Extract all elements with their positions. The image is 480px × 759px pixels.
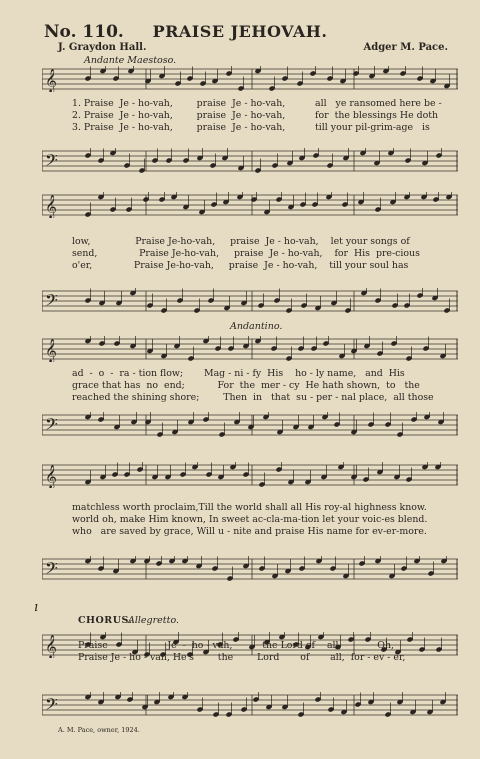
bass-staff-chorus <box>42 692 458 718</box>
verse2-line3: grace that has no end; For the mer - cy He hath shown, to the <box>72 380 420 391</box>
treble-staff-4 <box>42 462 458 488</box>
staff-lines <box>42 288 458 314</box>
treble-clef-icon: 𝄞 <box>45 338 57 362</box>
bass-clef-icon: 𝄢 <box>45 150 58 174</box>
copyright-footer: A. M. Pace, owner, 1924. <box>58 726 140 734</box>
bass-clef-icon: 𝄢 <box>45 414 58 438</box>
bass-staff-3 <box>42 412 458 438</box>
staff-lines <box>42 462 458 488</box>
hymn-title: PRAISE JEHOVAH. <box>152 22 328 41</box>
tempo-marking-andante: Andante Maestoso. <box>84 55 177 66</box>
bass-staff-4 <box>42 556 458 582</box>
verse3-line4: who are saved by grace, Will u - nite and praise His name for ev-er-more. <box>72 526 427 537</box>
treble-clef-icon: 𝄞 <box>45 68 57 92</box>
verse1-line4: matchless worth proclaim,Till the world shall all His roy-al highness know. <box>72 502 427 513</box>
chorus-line2: Praise Je - ho - vah, He's the Lord of all, for - ev - er, <box>78 652 406 663</box>
chorus-label: CHORUS. <box>78 615 133 626</box>
bass-staff-2 <box>42 288 458 314</box>
treble-staff-2 <box>42 192 458 218</box>
system-bracket-mark: ı <box>34 600 39 615</box>
staff-lines <box>42 148 458 174</box>
verse1-line3: ad - o - ra - tion flow; Mag - ni - fy His ho - ly name, and His <box>72 368 405 379</box>
staff-lines <box>42 556 458 582</box>
treble-clef-icon: 𝄞 <box>45 634 57 658</box>
bass-clef-icon: 𝄢 <box>45 290 58 314</box>
bass-staff-1 <box>42 148 458 174</box>
hymn-number: No. 110. <box>44 22 124 42</box>
treble-staff-1 <box>42 66 458 92</box>
verse1-line2: low, Praise Je-ho-vah, praise Je - ho-vah, let your songs of <box>72 236 410 247</box>
staff-lines <box>42 692 458 718</box>
treble-staff-3 <box>42 336 458 362</box>
bass-clef-icon: 𝄢 <box>45 558 58 582</box>
verse2-line4: world oh, make Him known, In sweet ac-cla-ma-tion let your voic-es blend. <box>72 514 428 525</box>
verse3-line3: reached the shining shore; Then in that su - per - nal place, all those <box>72 392 434 403</box>
composer-credit: Adger M. Pace. <box>363 42 448 53</box>
staff-lines <box>42 412 458 438</box>
chorus-tempo: Allegretto. <box>128 615 180 626</box>
verse2-line2: send, Praise Je-ho-vah, praise Je - ho-vah, for His pre-cious <box>72 248 420 259</box>
verse3-line1: 3. Praise Je - ho-vah, praise Je - ho-vah, till your pil-grim-age is <box>72 122 430 133</box>
verse1-line1: 1. Praise Je - ho-vah, praise Je - ho-vah, all ye ransomed here be - <box>72 98 442 109</box>
tempo-marking-andantino: Andantino. <box>230 321 283 332</box>
treble-clef-icon: 𝄞 <box>45 194 57 218</box>
treble-clef-icon: 𝄞 <box>45 464 57 488</box>
verse2-line1: 2. Praise Je - ho-vah, praise Je - ho-vah, for the blessings He doth <box>72 110 439 121</box>
lyricist-credit: J. Graydon Hall. <box>58 42 147 53</box>
bass-clef-icon: 𝄢 <box>45 694 58 718</box>
staff-lines <box>42 192 458 218</box>
staff-lines <box>42 336 458 362</box>
staff-lines <box>42 66 458 92</box>
chorus-line1: Praise Je - ho - vah, the Lord of all, Oh, <box>78 640 394 651</box>
verse3-line2: o'er, Praise Je-ho-vah, praise Je - ho-vah, till your soul has <box>72 260 409 271</box>
